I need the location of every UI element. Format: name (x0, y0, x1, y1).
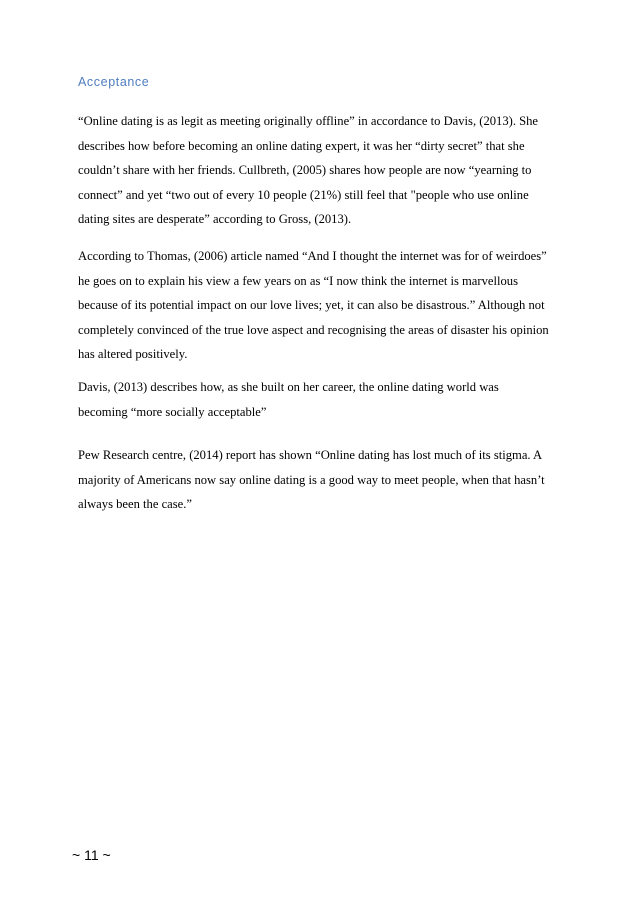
paragraph-line: has altered positively. (78, 347, 188, 361)
section-heading: Acceptance (78, 75, 150, 89)
paragraph-thomas-article (78, 244, 568, 367)
paragraph-line: Davis, (2013) describes how, as she built on her career, the online dating world was (78, 380, 499, 394)
paragraph-line: Pew Research centre, (2014) report has shown “Online dating has lost much of its stigma. A (78, 448, 543, 462)
paragraph-line: couldn’t share with her friends. Cullbreth, (2005) shares how people are now “yearning to (78, 163, 532, 177)
page-number: ~ 11 ~ (72, 847, 111, 863)
paragraph-line: dating sites are desperate” according to Gross, (2013). (78, 212, 352, 226)
paragraph-line: connect” and yet “two out of every 10 people (21%) still feel that "people who use online (78, 187, 529, 202)
paragraph-line: According to Thomas, (2006) article named “And I thought the internet was for of weirdoes” (78, 249, 547, 263)
paragraph-online-dating-legit (78, 109, 568, 232)
paragraph-pew-research (78, 443, 568, 517)
paragraph-line: he goes on to explain his view a few years on as “I now think the internet is marvellous (78, 273, 518, 288)
paragraph-line: because of its potential impact on our love lives; yet, it can also be disastrous.” Although not (78, 298, 545, 312)
paragraph-line: always been the case.” (78, 497, 192, 511)
paragraph-line: becoming “more socially acceptable” (78, 404, 267, 419)
paragraph-line: completely convinced of the true love aspect and recognising the areas of disaster his opinion (78, 322, 549, 337)
paragraph-line: majority of Americans now say online dating is a good way to meet people, when that hasn’t (78, 472, 545, 487)
paragraph-line: “Online dating is as legit as meeting originally offline” in accordance to Davis, (2013). She (78, 114, 539, 128)
paragraph-line: describes how before becoming an online dating expert, it was her “dirty secret” that she (78, 138, 525, 153)
paragraph-davis-career (78, 375, 568, 424)
